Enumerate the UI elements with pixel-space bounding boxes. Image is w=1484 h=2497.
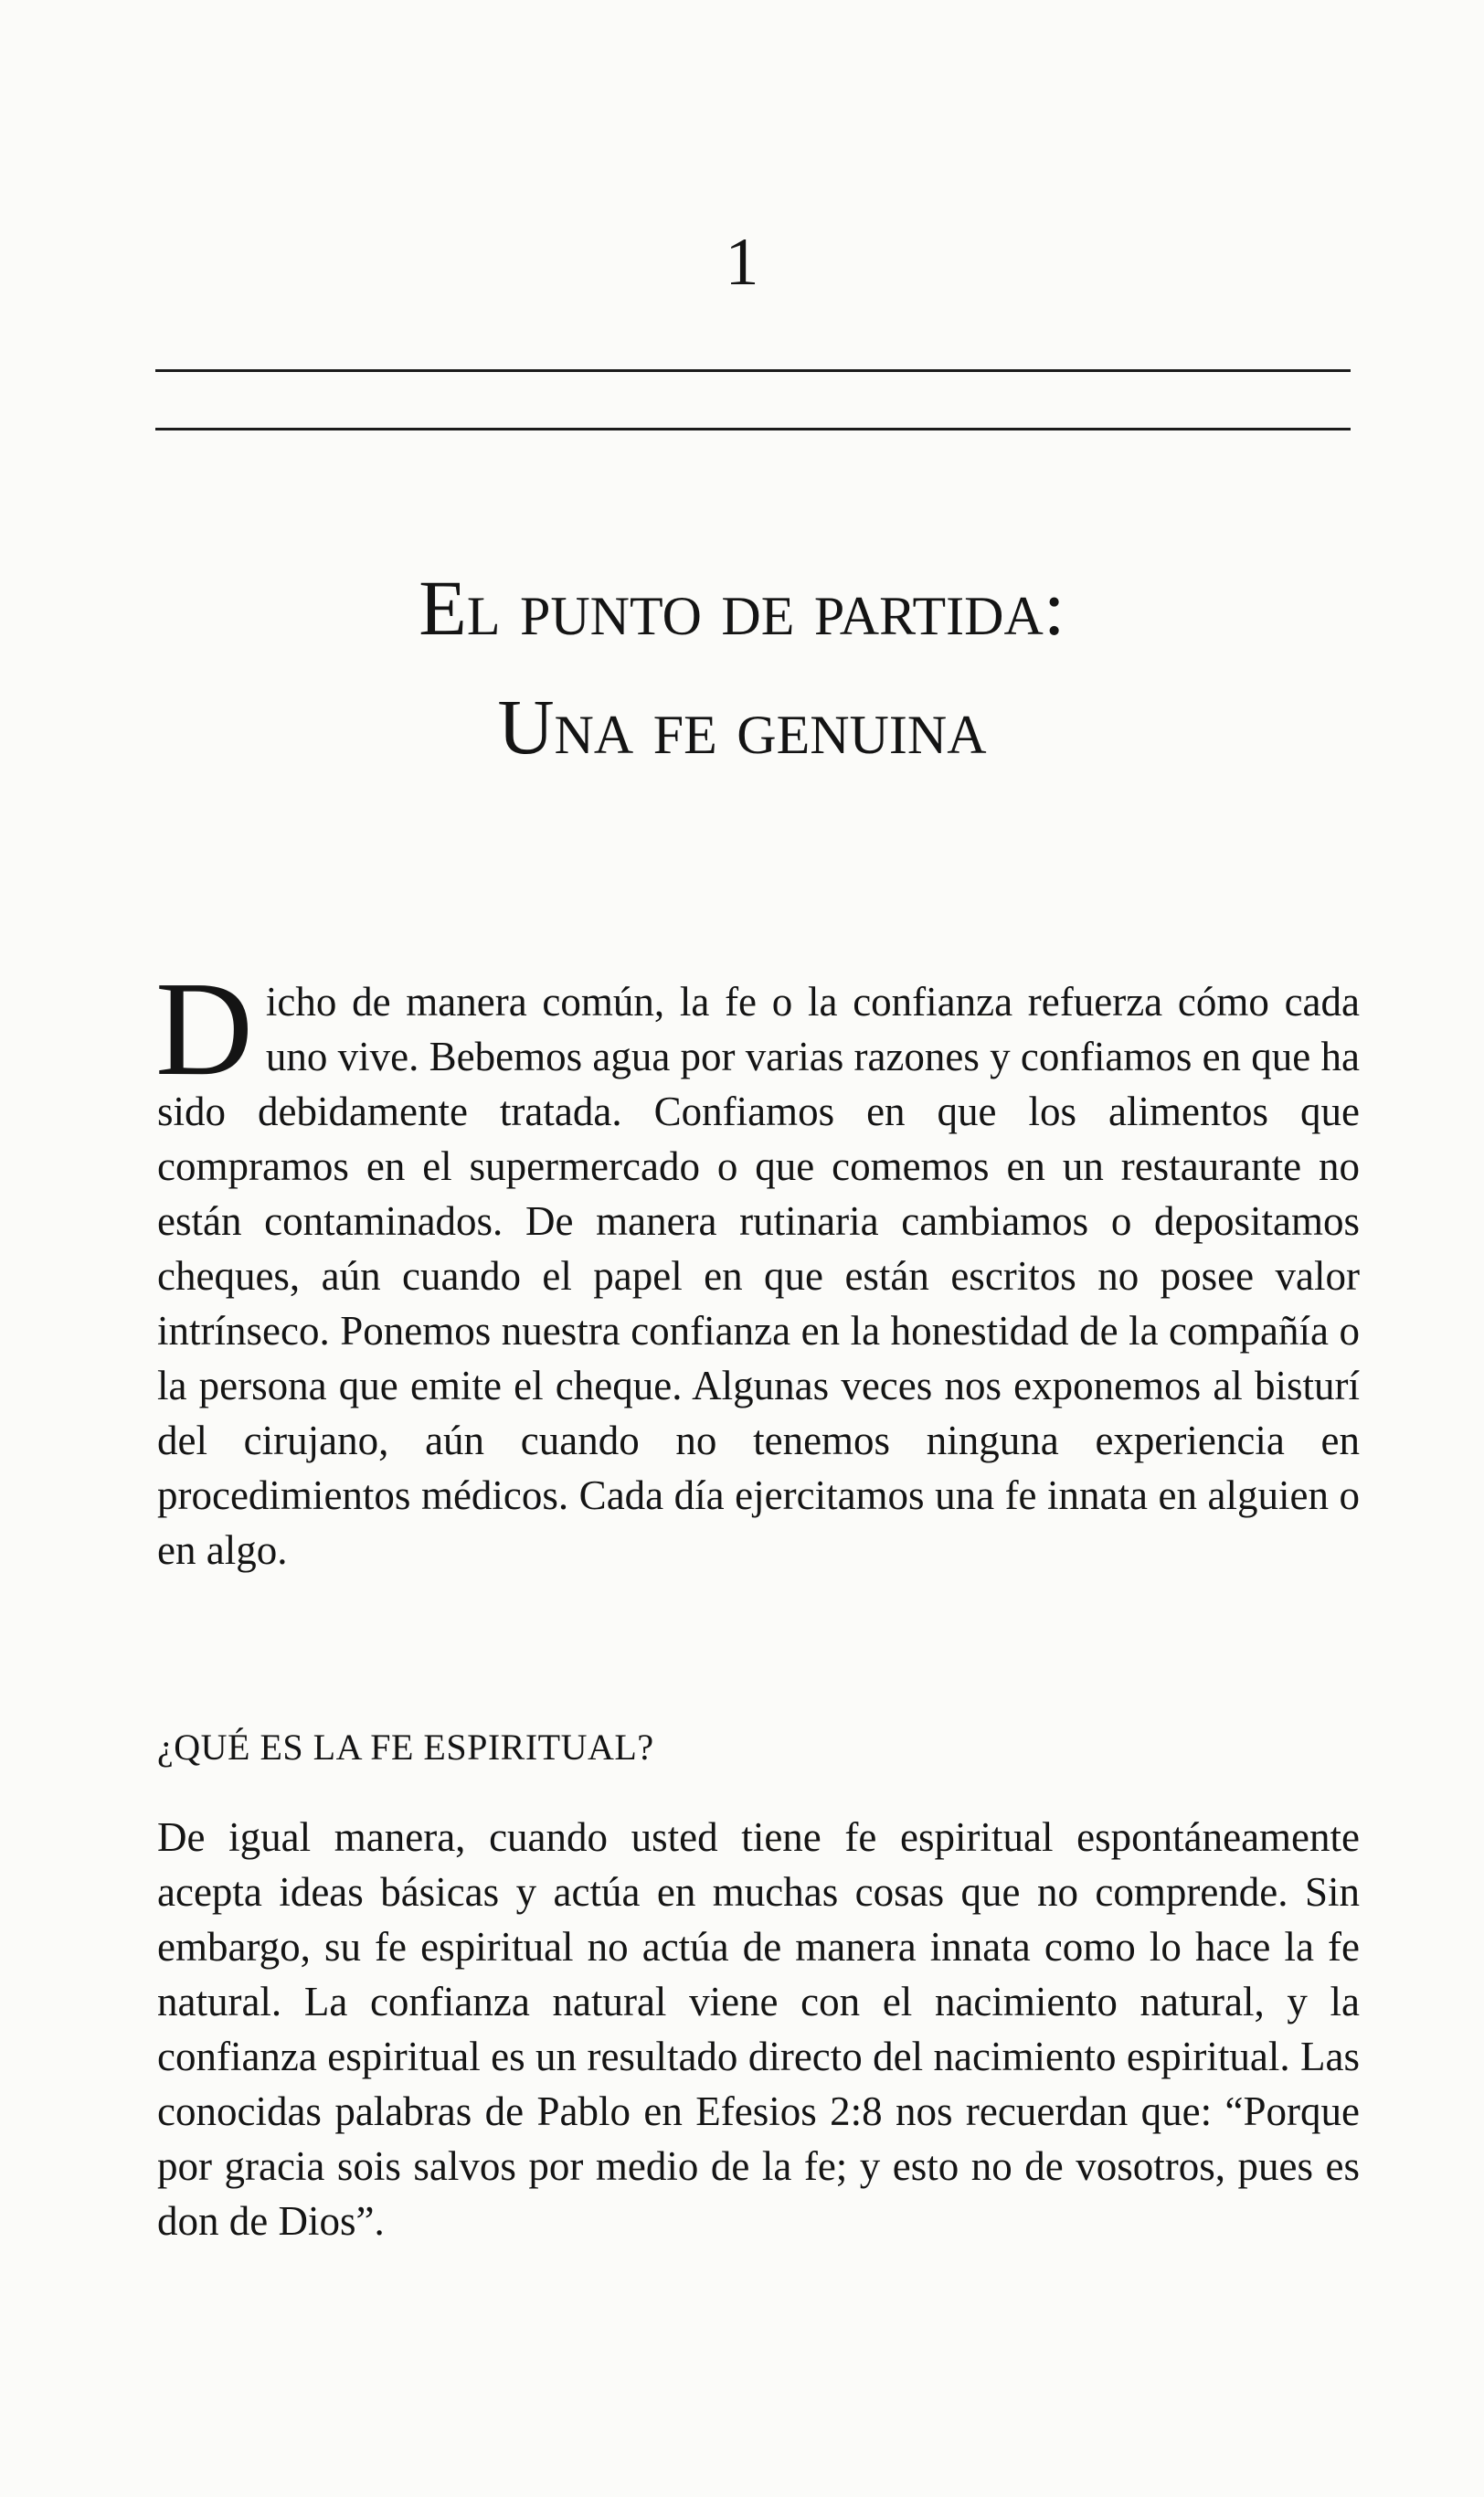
chapter-title [0,548,1484,786]
section-heading: ¿QUÉ ES LA FE ESPIRITUAL? [157,1727,654,1768]
chapter-rule-bottom [155,428,1351,430]
intro-paragraph-text: icho de manera común, la fe o la confianza refuerza cómo cada uno vive. Bebemos agua por varias razones y confiamos en que ha sido debidamente tratada. Confiamos en que los alimentos que compramos en el supermercado o que comemos en un restaurante no están contaminados. De manera rutinaria cambiamos o depositamos cheques, aún cuando el papel en que están escritos no posee valor intrínseco. Ponemos nuestra confianza en la honestidad de la compañía o la persona que emite el cheque. Algunas veces nos exponemos al bisturí del cirujano, aún cuando no tenemos ninguna experiencia en procedimientos médicos. Cada día ejercitamos una fe innata en alguien o en algo. [157,979,1361,1573]
section-paragraph: De igual manera, cuando usted tiene fe espiritual espontáneamente acepta ideas básicas y actúa en muchas cosas que no comprende. Sin embargo, su fe espiritual no actúa de manera innata como lo hace la fe natural. La confianza natural viene con el nacimiento natural, y la confianza espiritual es un resultado directo del nacimiento espiritual. Las conocidas palabras de Pablo en Efesios 2:8 nos recuerdan que: “Porque por gracia sois salvos por medio de la fe; y esto no de vosotros, pues es don de Dios”. [157,1814,1360,2244]
chapter-rule-top [155,369,1351,372]
intro-paragraph [155,954,1361,1578]
chapter-number: 1 [725,225,759,300]
chapter-title-line-2: Una fe genuina [497,683,987,770]
chapter-title-line-1: El punto de partida: [419,564,1065,652]
drop-cap: D [155,954,253,1104]
